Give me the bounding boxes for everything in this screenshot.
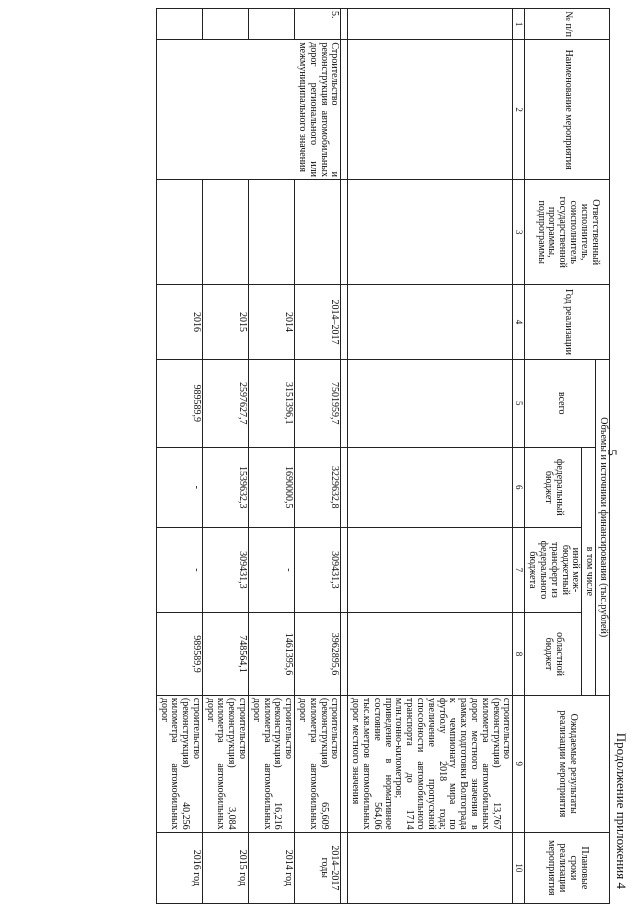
item-number: 5.	[295, 9, 341, 40]
federal-cell: 3229632,8	[295, 447, 341, 527]
regional-cell: 1461395,6	[249, 613, 295, 696]
regional-cell: 748564,1	[202, 613, 248, 696]
table-row	[348, 9, 513, 904]
col-number: 8	[513, 613, 525, 696]
header-incl: в том числе	[582, 447, 596, 695]
col-number: 7	[513, 527, 525, 613]
transfer-cell: 309431,3	[295, 527, 341, 613]
header-federal: федеральный бюджет	[525, 447, 582, 527]
col-number: 1	[513, 9, 525, 40]
col-number: 4	[513, 285, 525, 359]
page-number: 5	[605, 449, 620, 456]
col-number: 10	[513, 832, 525, 903]
header-total: всего	[525, 359, 596, 447]
year-cell: 2016	[156, 285, 202, 359]
result-cell: строительство (реконструкция) 65,609 километра автомобильных дорог	[295, 695, 341, 832]
result-cell: строительство (реконструкция) 16,216 километра автомобильных дорог	[249, 695, 295, 832]
col-number: 6	[513, 447, 525, 527]
transfer-cell: -	[249, 527, 295, 613]
regional-cell: 989589,9	[156, 613, 202, 696]
item-name: Строительство и реконструкция автомобильных дорог регионального или межмуниципального значения	[156, 40, 341, 180]
federal-cell: 1539632,3	[202, 447, 248, 527]
regional-cell: 3962895,6	[295, 613, 341, 696]
col-number: 9	[513, 695, 525, 832]
result-cell: строительство (реконструкция) 3,084 километра автомобильных дорог	[202, 695, 248, 832]
header-results: Ожидаемые результаты реализации мероприятия	[525, 695, 610, 832]
transfer-cell: 309431,3	[202, 527, 248, 613]
col-number: 3	[513, 179, 525, 284]
header-responsible: Ответственный исполнитель, соисполнитель государственной программы, подпрограммы	[525, 179, 610, 284]
deadline-cell: 2016 год	[156, 832, 202, 903]
year-cell: 2014	[249, 285, 295, 359]
header-num: № п/п	[525, 9, 610, 40]
total-cell: 989589,9	[156, 359, 202, 447]
header-deadline: Плановые сроки реализации мероприятия	[525, 832, 610, 903]
transfer-cell: -	[156, 527, 202, 613]
header-name: Наименование мероприятия	[525, 40, 610, 180]
header-regional: областной бюджет	[525, 613, 582, 696]
result-cell: строительство (реконструкция) 40,256 километра автомобильных дорог	[156, 695, 202, 832]
year-cell: 2014–2017	[295, 285, 341, 359]
intro-results-cell: строительство (реконструкция) 13,767 километра автомобильных дорог местного значения в рамках подготовки Волгограда к чемпионату мира по футболу 2018 года; увеличение пропускной способности автомобильного транспорта до 1714 млн.тонно-километров; приведение в нормативное состояние 564,06 тыс.кв.метров автомобильных дорог местного значения	[348, 695, 513, 832]
federal-cell: -	[156, 447, 202, 527]
header-year: Год реализации	[525, 285, 610, 359]
deadline-cell: 2014–2017 годы	[295, 832, 341, 903]
deadline-cell: 2015 год	[202, 832, 248, 903]
col-number: 2	[513, 40, 525, 180]
year-cell: 2015	[202, 285, 248, 359]
total-cell: 7501959,7	[295, 359, 341, 447]
header-funding: Объемы и источники финансирования (тыс.рублей)	[596, 359, 610, 695]
deadline-cell: 2014 год	[249, 832, 295, 903]
total-cell: 3151396,1	[249, 359, 295, 447]
federal-cell: 1690000,5	[249, 447, 295, 527]
program-table	[156, 8, 610, 904]
total-cell: 2597627,7	[202, 359, 248, 447]
header-transfer: иной меж-бюджетный трансферт из федерального бюджета	[525, 527, 582, 613]
col-number: 5	[513, 359, 525, 447]
table-row	[295, 9, 341, 904]
appendix-caption: Продолжение приложения 4	[614, 732, 629, 889]
